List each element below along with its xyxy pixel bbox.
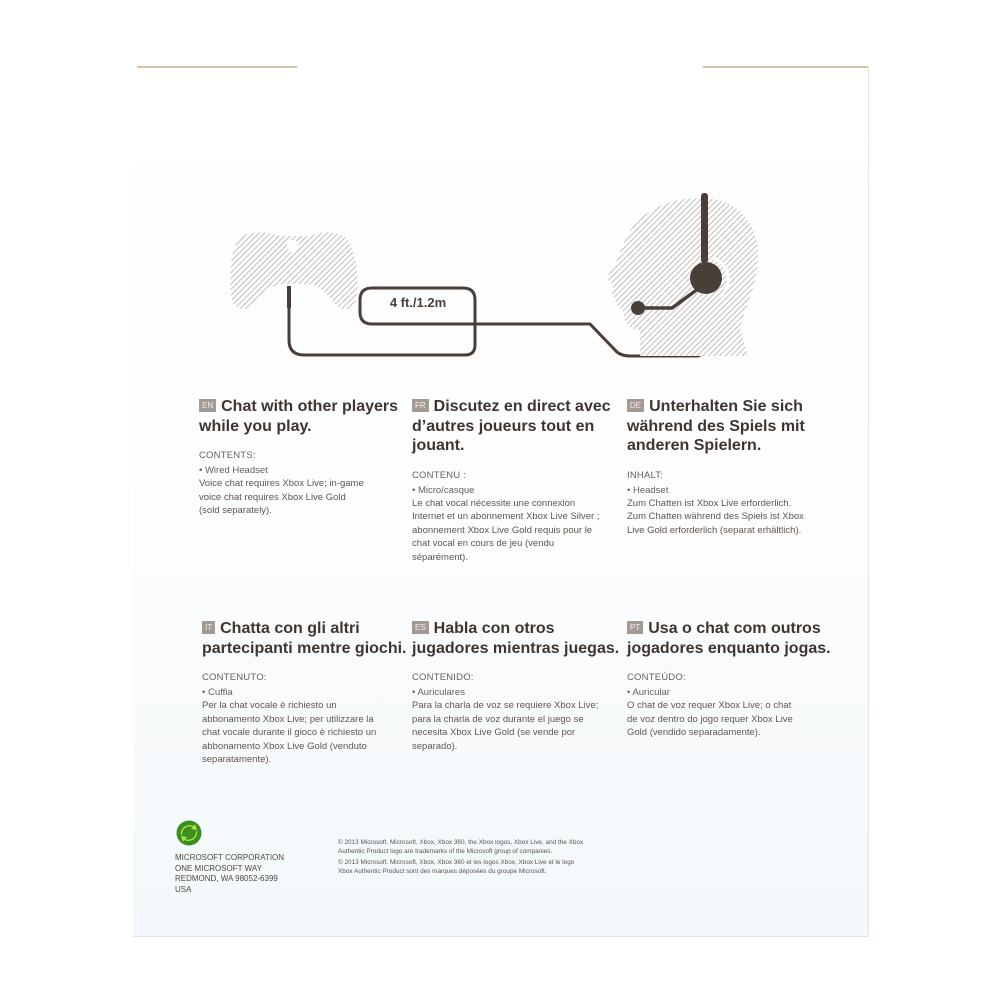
headset-connection-diagram: [0, 0, 1000, 400]
section-heading: DE Unterhalten Sie sich während des Spiels mit anderen Spielern.: [627, 398, 805, 454]
language-badge: DE: [627, 399, 644, 412]
contents-label: CONTENUTO:: [202, 672, 267, 683]
manufacturer-address: MICROSOFT CORPORATION ONE MICROSOFT WAY REDMOND, WA 98052-6399 USA: [175, 853, 285, 894]
contents-item: • Micro/casque: [412, 484, 475, 496]
contents-item: • Cuffia: [202, 687, 233, 698]
contents-item: • Auriculares: [412, 687, 465, 698]
language-badge: PT: [627, 621, 643, 634]
section-it: [202, 619, 412, 767]
section-es: [412, 619, 622, 753]
cable-length-label: 4 ft./1.2m: [389, 295, 447, 310]
head-with-headset-icon: [608, 193, 758, 356]
legal-notice-en: © 2013 Microsoft. Microsoft, Xbox, Xbox 360, the Xbox logos, Xbox Live, and the Xbox Authentic Product logo are trademarks of the Microsoft group of companies.: [338, 839, 584, 855]
requirements-text: O chat de voz requer Xbox Live; o chat de voz dentro do jogo requer Xbox Live Gold (vendido separadamente).: [627, 700, 793, 738]
legal-notice-fr: © 2013 Microsoft. Microsoft, Xbox, Xbox 360 et les logos Xbox, Xbox Live et le logo Xbox Authentic Product sont des marques déposées du groupe Microsoft.: [338, 859, 575, 875]
controller-icon: [230, 233, 357, 310]
requirements-text: Per la chat vocale è richiesto un abbonamento Xbox Live; per utilizzare la chat vocale durante il gioco è richiesto un abbonamento Xbox Live Gold (venduto separatamente).: [202, 700, 377, 765]
section-en: [199, 397, 409, 518]
section-pt: [627, 619, 837, 740]
contents-item: • Auricular: [627, 687, 670, 698]
section-heading: ES Habla con otros jugadores mientras juegas.: [412, 620, 620, 657]
contents-label: CONTENU :: [412, 469, 467, 481]
audio-jack-icon: [287, 286, 291, 308]
contents-label: CONTENIDO:: [412, 672, 474, 683]
language-badge: ES: [412, 621, 429, 634]
requirements-text: Voice chat requires Xbox Live; in-game voice chat requires Xbox Live Gold (sold separately).: [199, 478, 364, 516]
requirements-text: Zum Chatten ist Xbox Live erforderlich. Zum Chatten während des Spiels ist Xbox Live Gold erforderlich (separat erhältlich).: [627, 497, 804, 536]
contents-item: • Wired Headset: [199, 465, 268, 476]
section-heading: EN Chat with other players while you play.: [199, 398, 399, 435]
requirements-text: Le chat vocal nécessite une connexion Internet et un abonnement Xbox Live Silver ; abonnement Xbox Live Gold requis pour le chat vocal en cours de jeu (vendu séparément).: [412, 497, 600, 563]
language-badge: EN: [199, 399, 216, 412]
language-badge: IT: [202, 621, 215, 634]
section-de: [627, 397, 837, 537]
section-heading: PT Usa o chat com outros jogadores enquanto jogas.: [627, 620, 831, 657]
contents-item: • Headset: [627, 484, 669, 496]
section-heading: IT Chatta con gli altri partecipanti mentre giochi.: [202, 620, 407, 657]
requirements-text: Para la charla de voz se requiere Xbox Live; para la charla de voz durante el juego se necesita Xbox Live Gold (se vende por separado).: [412, 700, 599, 752]
green-dot-recycle-icon: [176, 820, 202, 846]
contents-label: INHALT:: [627, 469, 664, 481]
legal-notice: [338, 838, 588, 878]
section-fr: [412, 397, 622, 564]
contents-label: CONTENTS:: [199, 450, 256, 461]
section-heading: FR Discutez en direct avec d’autres joueurs tout en jouant.: [412, 398, 611, 454]
contents-label: CONTEÚDO:: [627, 672, 686, 683]
language-badge: FR: [412, 399, 429, 412]
